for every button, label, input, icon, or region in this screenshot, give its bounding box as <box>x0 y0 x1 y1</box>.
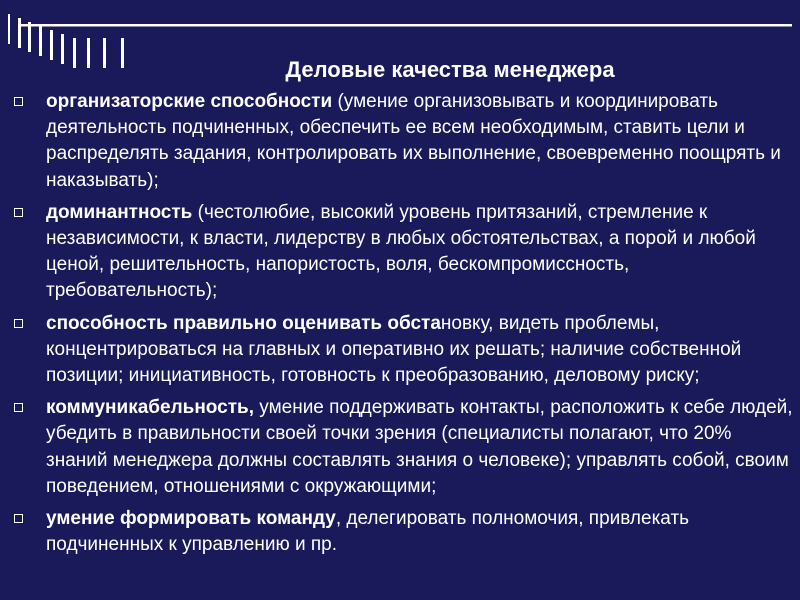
bullet-list <box>10 89 795 564</box>
square-bullet-icon <box>14 403 23 412</box>
bullet-text: , делегировать полномочия, привлекать подчиненных к управлению и пр. <box>46 508 690 556</box>
list-item <box>10 89 795 194</box>
square-bullet-icon <box>14 319 23 328</box>
slide-title: Деловые качества менеджера <box>285 57 615 82</box>
bullet-keyword: умение формировать команду <box>46 508 336 530</box>
list-item <box>10 395 795 500</box>
list-item <box>10 506 795 558</box>
bullet-text: умение поддерживать контакты, расположить к себе людей, убедить в правильности своей точки зрения (специалисты полагают, что 20% знаний менеджера должны составлять знания о человеке); управлять собой, своим поведением, отношениями с окружающими; <box>46 397 793 497</box>
stripe <box>87 38 90 68</box>
bullet-keyword: организаторские способности <box>46 91 333 112</box>
list-item <box>10 311 795 390</box>
stripe <box>18 18 21 48</box>
bullet-text: (честолюбие, высокий уровень притязаний, стремление к независимости, к власти, лидерству в любых обстоятельствах, а порой и любой ценой, решительность, напористость, воля, бескомпромиссность, требовательность); <box>46 201 756 302</box>
stripe <box>39 26 42 56</box>
bullet-text: (умение организовывать и координировать деятельность подчиненных, обеспечить ее всем необходимым, ставить цели и распределять задания, контролировать их выполнение, своевременно поощрять и наказывать); <box>46 91 781 191</box>
bullet-keyword: способность правильно оценивать обста <box>46 312 441 334</box>
bullet-keyword: доминантность <box>46 201 193 223</box>
stripe <box>103 38 106 68</box>
stripe <box>121 38 124 68</box>
stripe <box>50 30 53 60</box>
stripe <box>73 38 76 68</box>
bullet-text: новку, видеть проблемы, концентрироваться на главных и оперативно их решать; наличие собственной позиции; инициативность, готовность к преобразованию, деловому риску; <box>46 312 742 387</box>
list-item <box>10 200 795 305</box>
stripe <box>61 34 64 64</box>
square-bullet-icon <box>14 208 23 217</box>
square-bullet-icon <box>14 97 23 106</box>
square-bullet-icon <box>14 514 23 523</box>
stripe <box>18 24 792 27</box>
bullet-keyword: коммуникабельность, <box>46 397 254 419</box>
stripe <box>8 14 10 44</box>
